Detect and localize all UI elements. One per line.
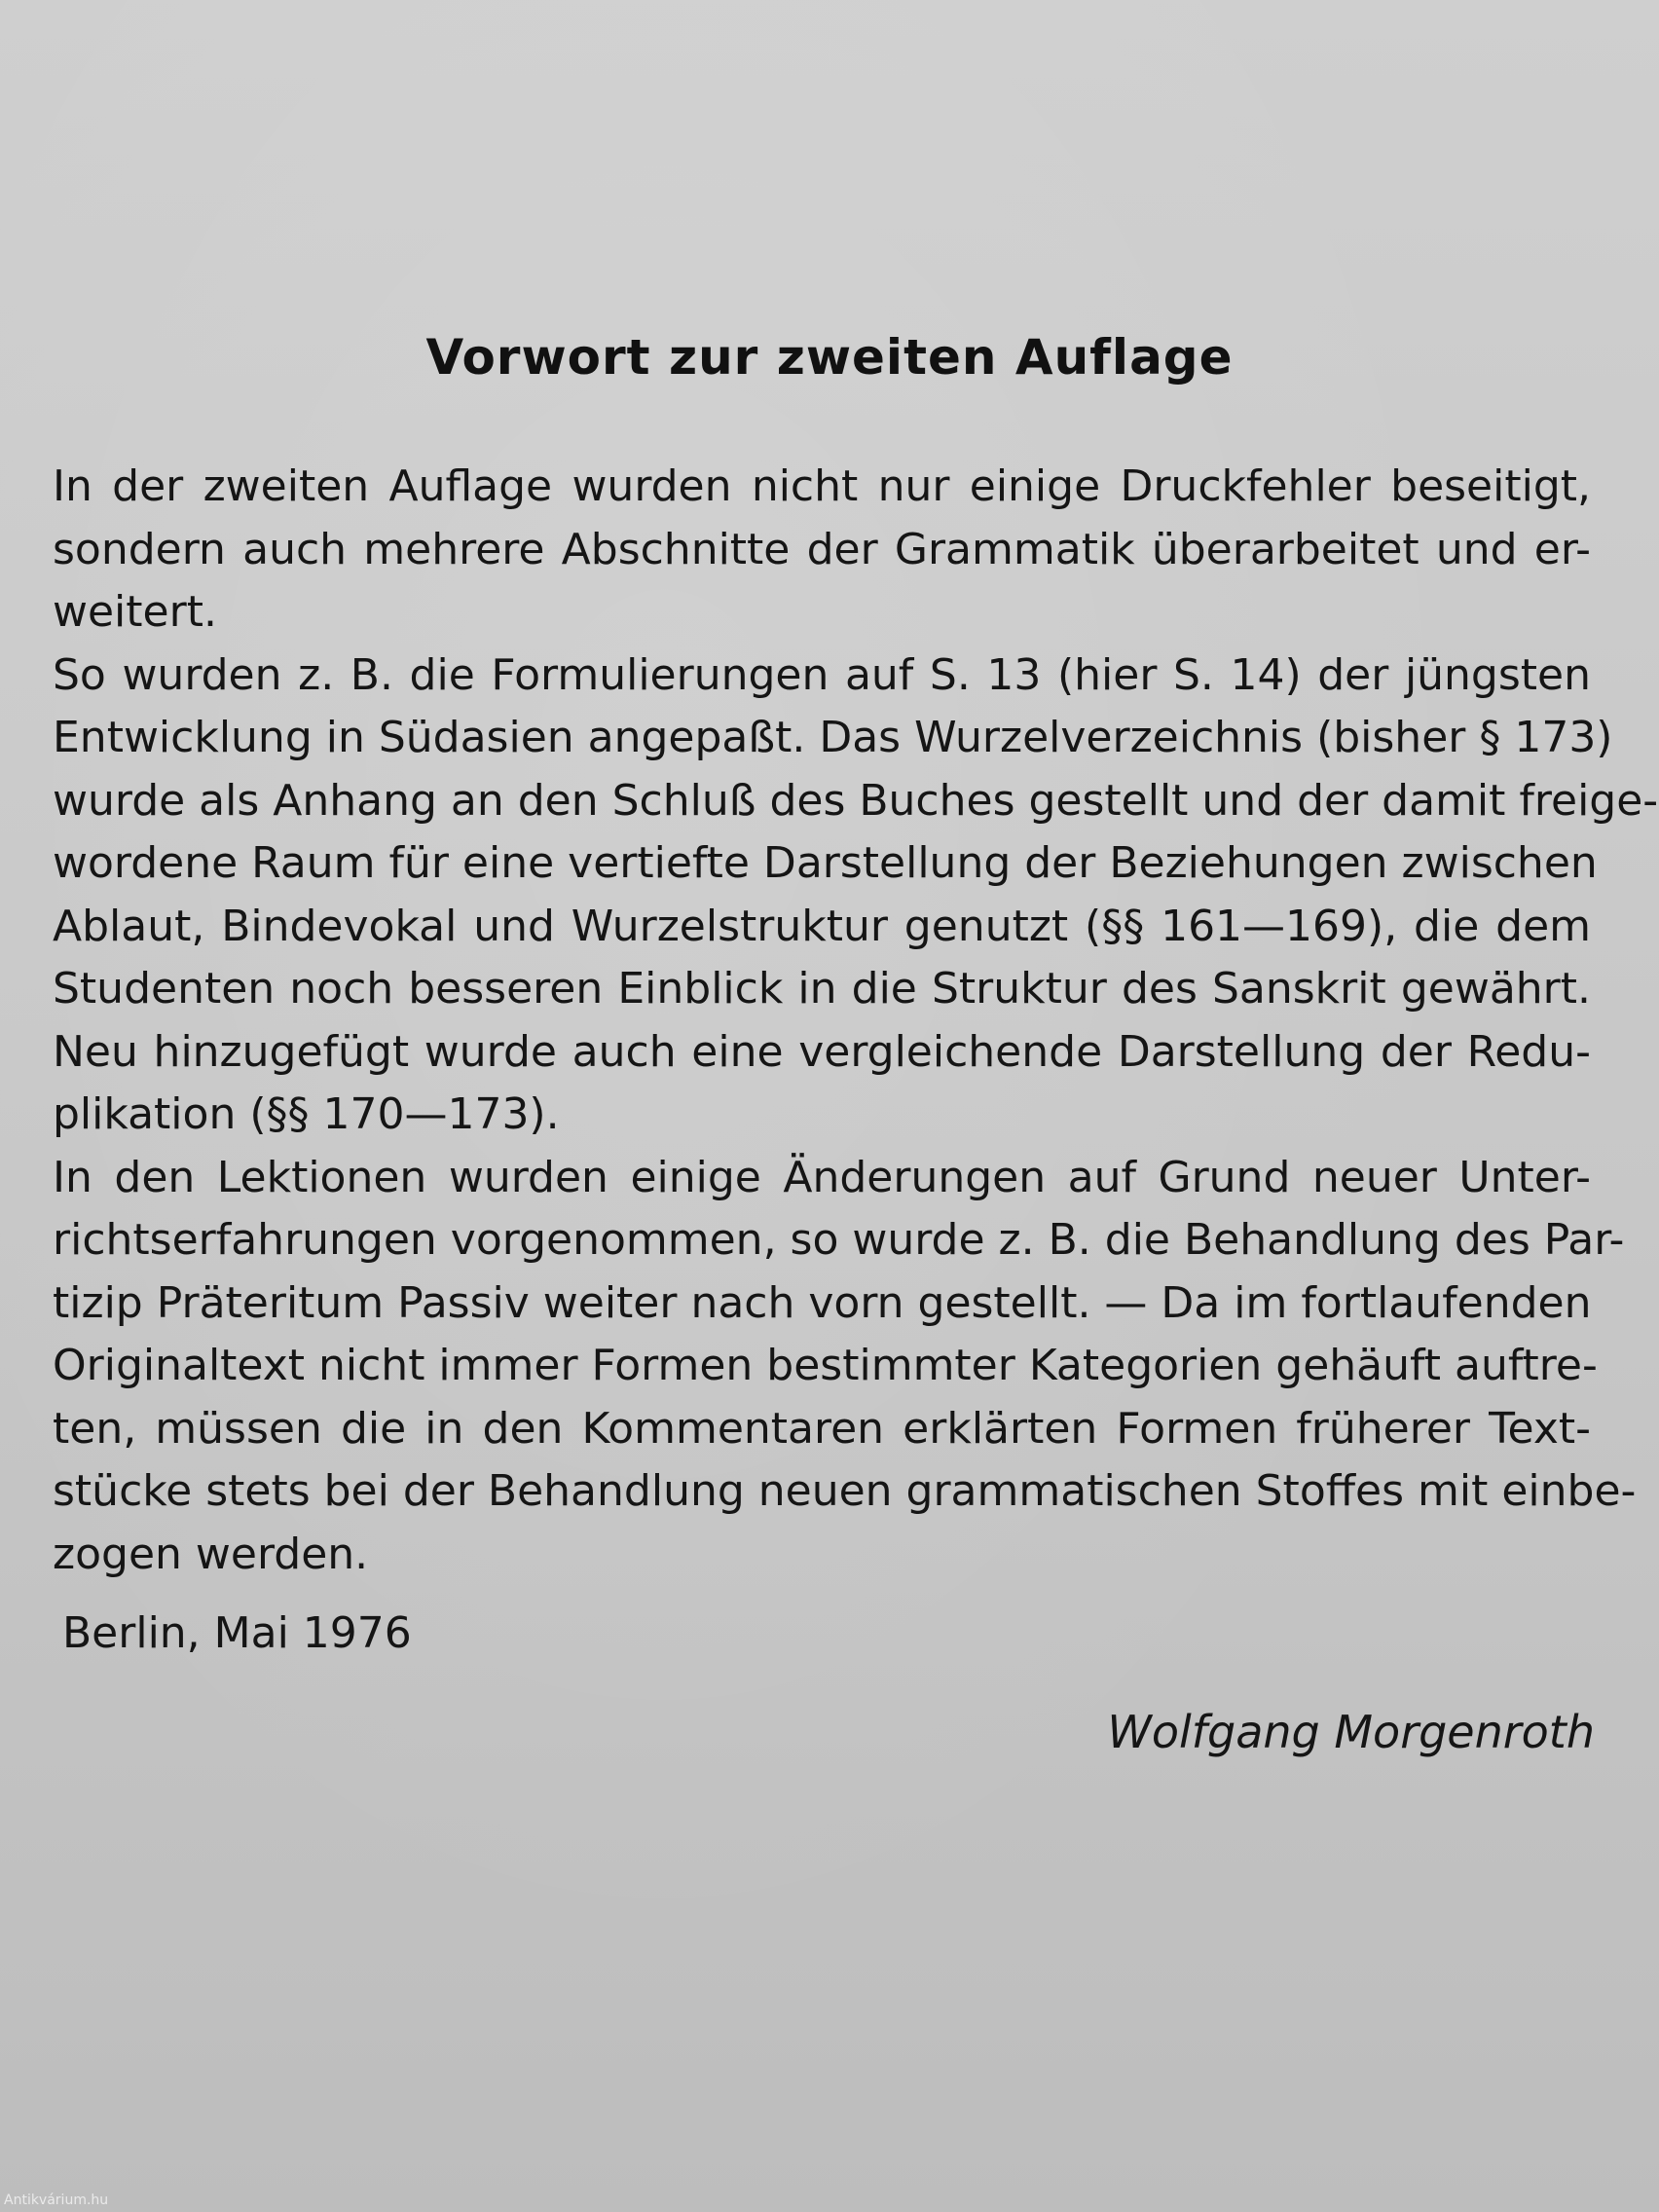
- text-line: stücke stets bei der Behandlung neuen grammatischen Stoffes mit einbe-: [53, 1466, 1637, 1516]
- paragraph-1: [53, 456, 1591, 645]
- text-line: wordene Raum für eine vertiefte Darstellung der Beziehungen zwischen: [53, 838, 1598, 888]
- preface-body: [53, 456, 1659, 1586]
- text-line: tizip Präteritum Passiv weiter nach vorn gestellt. — Da im fortlaufenden: [53, 1277, 1592, 1328]
- text-line: ten, müssen die in den Kommentaren erklärten Formen früherer Text-: [53, 1403, 1591, 1454]
- place-date: Berlin, Mai 1976: [62, 1608, 412, 1658]
- paragraph-3: [53, 1147, 1637, 1587]
- author-signature: Wolfgang Morgenroth: [1107, 1706, 1595, 1758]
- text-line: So wurden z. B. die Formulierungen auf S. 13 (hier S. 14) der jüngsten: [53, 649, 1591, 700]
- page-title: Vorwort zur zweiten Auflage: [425, 329, 1234, 386]
- text-line: Ablaut, Bindevokal und Wurzelstruktur genutzt (§§ 161—169), die dem: [53, 901, 1591, 951]
- text-line: sondern auch mehrere Abschnitte der Grammatik überarbeitet und er-: [53, 524, 1591, 574]
- text-line: plikation (§§ 170—173).: [53, 1089, 560, 1139]
- text-line: Entwicklung in Südasien angepaßt. Das Wurzelverzeichnis (bisher § 173): [53, 713, 1613, 762]
- watermark: Antikvárium.hu: [4, 2193, 109, 2208]
- text-line: zogen werden.: [53, 1529, 369, 1579]
- text-line: In der zweiten Auflage wurden nicht nur einige Druckfehler beseitigt,: [53, 461, 1591, 511]
- text-line: Originaltext nicht immer Formen bestimmter Kategorien gehäuft auftre-: [53, 1341, 1598, 1390]
- text-line: richtserfahrungen vorgenommen, so wurde z. B. die Behandlung des Par-: [53, 1215, 1625, 1265]
- text-line: weitert.: [53, 587, 217, 637]
- text-line: Neu hinzugefügt wurde auch eine vergleichende Darstellung der Redu-: [53, 1026, 1591, 1077]
- text-line: wurde als Anhang an den Schluß des Buches gestellt und der damit freige-: [53, 775, 1659, 826]
- text-line: In den Lektionen wurden einige Änderungen auf Grund neuer Unter-: [53, 1152, 1591, 1202]
- text-line: Studenten noch besseren Einblick in die Struktur des Sanskrit gewährt.: [53, 964, 1591, 1014]
- paragraph-2: [53, 645, 1659, 1147]
